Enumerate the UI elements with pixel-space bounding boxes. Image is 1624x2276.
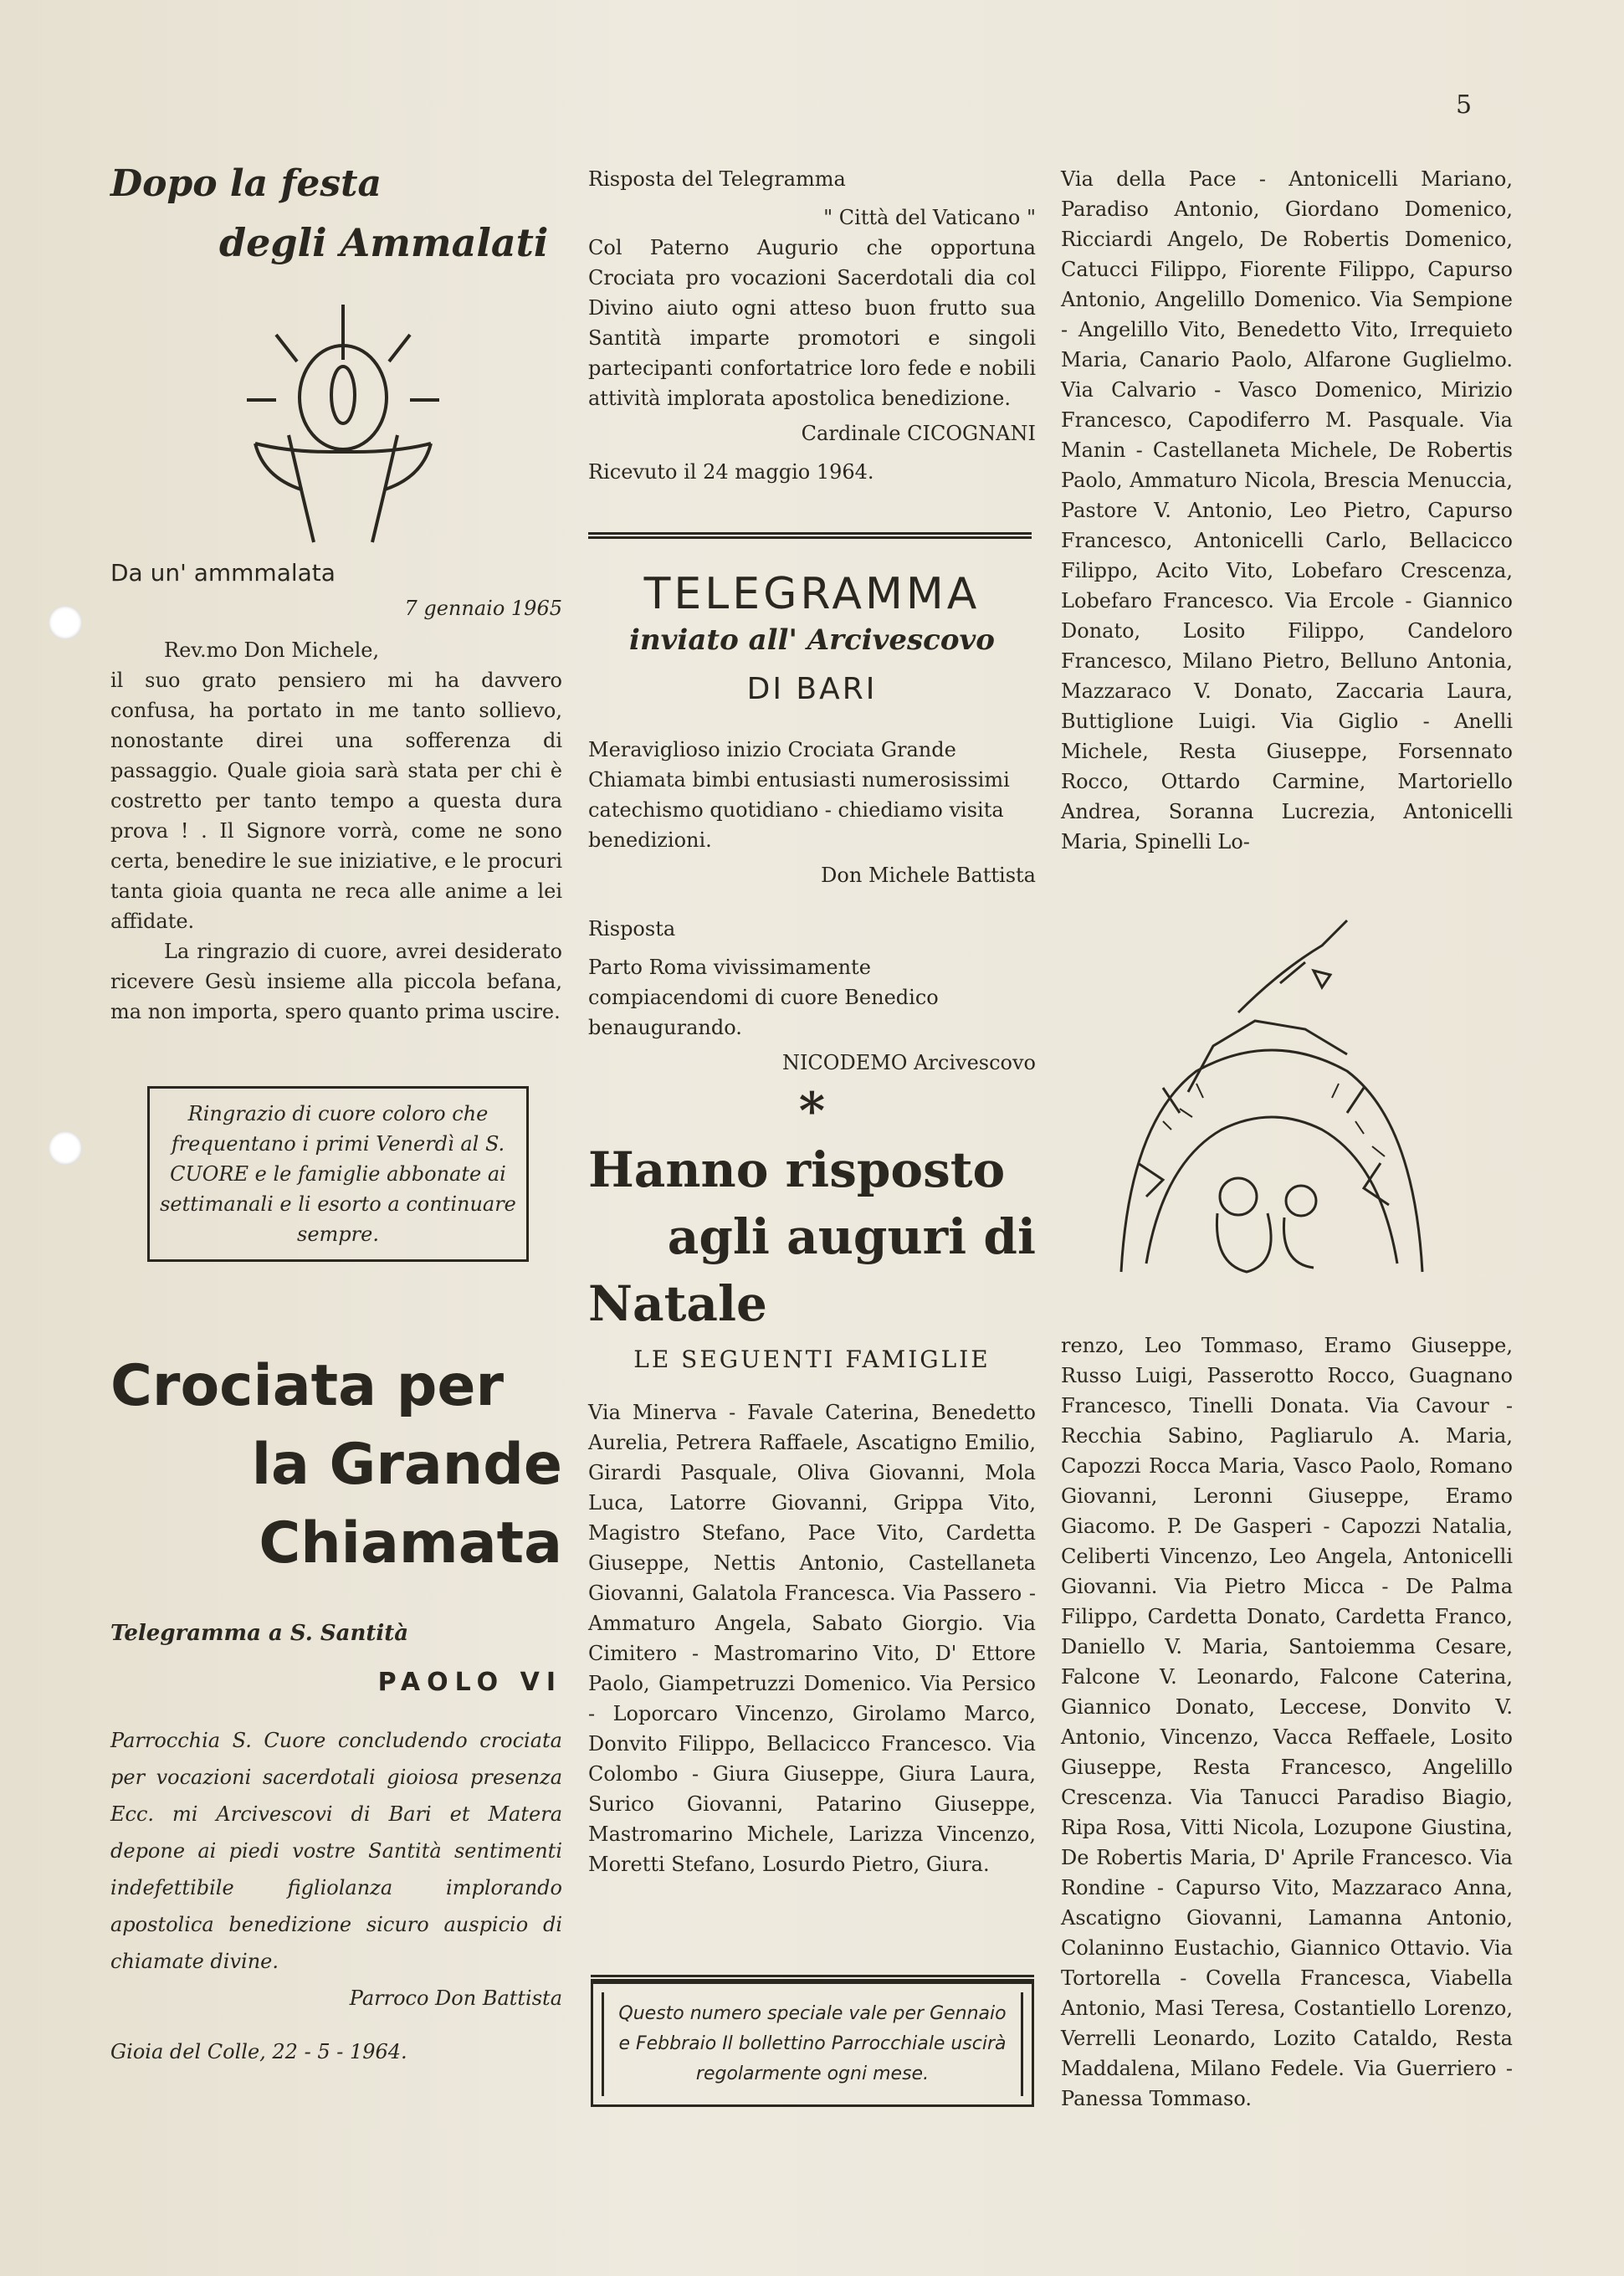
thanks-box-text: Ringrazio di cuore coloro che frequentano i primi Venerdì al S. CUORE e le famiglie abbonate ai settimanali e li esorto a continuare sempre.: [160, 1102, 516, 1246]
subheading-da-un-ammalata: Da un' ammmalata: [110, 559, 336, 587]
reply-heading: Risposta del Telegramma: [588, 167, 846, 191]
crociata-title-line3: Chiamata: [259, 1510, 562, 1576]
crociata-title-line2: la Grande: [251, 1432, 562, 1498]
nativity-illustration: [1113, 912, 1431, 1289]
column-middle: [588, 164, 1036, 487]
reply-origin: " Città del Vaticano ": [823, 206, 1036, 229]
risposta-text: Parto Roma vivissimamente compiacendomi di cuore Benedico benaugurando.: [588, 956, 939, 1039]
pope-name: PAOLO VI: [377, 1668, 562, 1697]
notice-box: [591, 1981, 1034, 2107]
lamp-hands-illustration: [238, 301, 448, 544]
column-right-bottom: [1061, 1330, 1513, 2114]
place-and-date: Gioia del Colle, 22 - 5 - 1964.: [110, 2040, 407, 2063]
risposta-signature: NICODEMO Arcivescovo: [781, 1051, 1036, 1074]
notice-box-text: Questo numero speciale vale per Gennaio e Febbraio Il bollettino Parrocchiale uscirà regolarmente ogni mese.: [602, 1992, 1023, 2096]
telegramma-signature: Don Michele Battista: [821, 864, 1036, 887]
divider-rule-2: [591, 1975, 1034, 1981]
telegram-to-pope-text: Parrocchia S. Cuore concludendo crociata per vocazioni sacerdotali gioiosa presenza Ecc. mi Arcivescovi di Bari et Matera depone ai piedi vostre Santità sentimenti indefettibile figliolanza implorando apostolica benedizione sicuro auspicio di chiamate divine.: [110, 1729, 562, 1973]
hanno-heading-line3: Natale: [588, 1275, 767, 1332]
page-number: 5: [1456, 90, 1473, 120]
column-right-top: [1061, 164, 1513, 857]
reply-received: Ricevuto il 24 maggio 1964.: [588, 460, 874, 484]
reply-signature: Cardinale CICOGNANI: [801, 422, 1036, 445]
telegramma-subtitle-bari: DI BARI: [746, 672, 878, 706]
families-list-continued-bottom: renzo, Leo Tommaso, Eramo Giuseppe, Russo Luigi, Passerotto Rocco, Guagnano Francesco, Tinelli Donata. Via Cavour - Recchia Sabino, Pagliarulo A. Maria, Capozzi Rocca Maria, Vasco Paolo, Romano Giovanni, Leronni Giuseppe, Eramo Giacomo. P. De Gasperi - Capozzi Natalia, Celiberti Vincenzo, Leo Angela, Antonicelli Giovanni. Via Pietro Micca - De Palma Filippo, Cardetta Donato, Cardetta Franco, Daniello V. Maria, Santoiemma Cesare, Falcone V. Leonardo, Falcone Caterina, Giannico Donato, Leccese, Donvito V. Antonio, Vincenzo, Vacca Reffaele, Losito Giuseppe, Resta Francesco, Angelillo Crescenza. Via Tanucci Paradiso Biagio, Ripa Rosa, Vitti Nicola, Lozupone Giustina, De Robertis Maria, D' Aprile Francesco. Via Rondine - Capurso Vito, Mazzaraco Anna, Ascatigno Giovanni, Lamanna Antonio, Colaninno Eustachio, Giannico Ottavio. Via Tortorella - Covella Francesca, Viabella Antonio, Masi Teresa, Costantiello Lorenzo, Verrelli Leonardo, Lozito Cataldo, Resta Maddalena, Milano Fedele. Via Guerriero - Panessa Tommaso.: [1061, 1334, 1513, 2110]
heading-dopo-la-festa: Dopo la festa: [110, 162, 382, 205]
letter-paragraph-1: il suo grato pensiero mi ha davvero confusa, ha portato in me tanto sollievo, nonostante direi una sofferenza di passaggio. Quale gioia sarà stata per chi è costretto per tanto tempo a questa dura prova ! . Il Signore vorrà, come ne sono certa, benedire le sue iniziative, e le procuri tanta gioia quanta ne reca alle anime a lei affidate.: [110, 669, 562, 933]
telegramma-section: [588, 569, 1036, 1879]
families-list-continued-top: Via della Pace - Antonicelli Mariano, Paradiso Antonio, Giordano Domenico, Ricciardi Angelo, De Robertis Domenico, Catucci Filippo, Fiorente Filippo, Capurso Antonio, Angelillo Domenico. Via Sempione - Angelillo Vito, Benedetto Vito, Irrequieto Maria, Canario Paolo, Alfarone Guglielmo. Via Calvario - Vasco Domenico, Mirizio Francesco, Capodiferro M. Pasquale. Via Manin - Castellaneta Michele, De Robertis Paolo, Ammaturo Nicola, Brescia Menuccia, Pastore V. Antonio, Leo Pietro, Capurso Francesco, Antonicelli Carlo, Bellacicco Filippo, Acito Vito, Lobefaro Crescenza, Lobefaro Francesco. Via Ercole - Giannico Donato, Losito Filippo, Candeloro Francesco, Milano Pietro, Belluno Antonia, Mazzaraco V. Donato, Zaccaria Laura, Buttiglione Luigi. Via Giglio - Anelli Michele, Resta Giuseppe, Forsennato Rocco, Ottardo Carmine, Martoriello Andrea, Soranna Lucrezia, Antonicelli Maria, Spinelli Lo-: [1061, 167, 1513, 854]
hanno-heading-line2: agli auguri di: [667, 1208, 1036, 1265]
column-left: [110, 159, 562, 268]
telegram-to-pope-signature: Parroco Don Battista: [349, 1986, 562, 2010]
asterisk: *: [798, 1082, 826, 1141]
hanno-heading-line1: Hanno risposto: [588, 1141, 1006, 1198]
crociata-title-line1: Crociata per: [110, 1353, 505, 1419]
families-label: LE SEGUENTI FAMIGLIE: [633, 1346, 991, 1373]
punch-hole-top: [49, 606, 82, 639]
risposta-label: Risposta: [588, 917, 676, 941]
letter-paragraph-2: La ringrazio di cuore, avrei desiderato ricevere Gesù insieme alla piccola befana, ma non importa, spero quanto prima uscire.: [110, 940, 562, 1023]
column-left-letter: [110, 556, 562, 1027]
thanks-box: [147, 1086, 529, 1262]
telegram-to-pope-label: Telegramma a S. Santità: [110, 1621, 409, 1646]
telegramma-text: Meraviglioso inizio Crociata Grande Chiamata bimbi entusiasti numerosissimi catechismo quotidiano - chiediamo visita benedizioni.: [588, 738, 1010, 852]
heading-degli-ammalati: degli Ammalati: [219, 220, 549, 265]
punch-hole-bottom: [49, 1131, 82, 1165]
families-list: Via Minerva - Favale Caterina, Benedetto Aurelia, Petrera Raffaele, Ascatigno Emilio, Girardi Pasquale, Oliva Giovanni, Mola Luca, Latorre Giovanni, Grippa Vito, Magistro Stefano, Pace Vito, Cardetta Giuseppe, Nettis Antonio, Castellaneta Giovanni, Galatola Francesca. Via Passero - Ammaturo Angela, Sabato Giorgio. Via Cimitero - Mastromarino Vito, D' Ettore Paolo, Giampetruzzi Domenico. Via Persico - Loporcaro Vincenzo, Girolamo Marco, Donvito Filippo, Bellacicco Francesco. Via Colombo - Giura Giuseppe, Giura Laura, Surico Giovanni, Patarino Giuseppe, Mastromarino Michele, Larizza Vincenzo, Moretti Stefano, Losurdo Pietro, Giura.: [588, 1401, 1036, 1876]
crociata-section: [110, 1347, 562, 2070]
telegramma-title: TELEGRAMMA: [643, 569, 981, 619]
reply-text: Col Paterno Augurio che opportuna Crociata pro vocazioni Sacerdotali dia col Divino aiuto ogni atteso buon frutto sua Santità imparte promotori e singoli partecipanti confortatrice loro fede e nobili attività implorata apostolica benedizione.: [588, 236, 1036, 410]
telegramma-subtitle-script: inviato all' Arcivescovo: [629, 623, 995, 657]
letter-salutation: Rev.mo Don Michele,: [164, 638, 380, 662]
divider-rule-1: [588, 532, 1032, 539]
letter-date: 7 gennaio 1965: [404, 597, 562, 620]
